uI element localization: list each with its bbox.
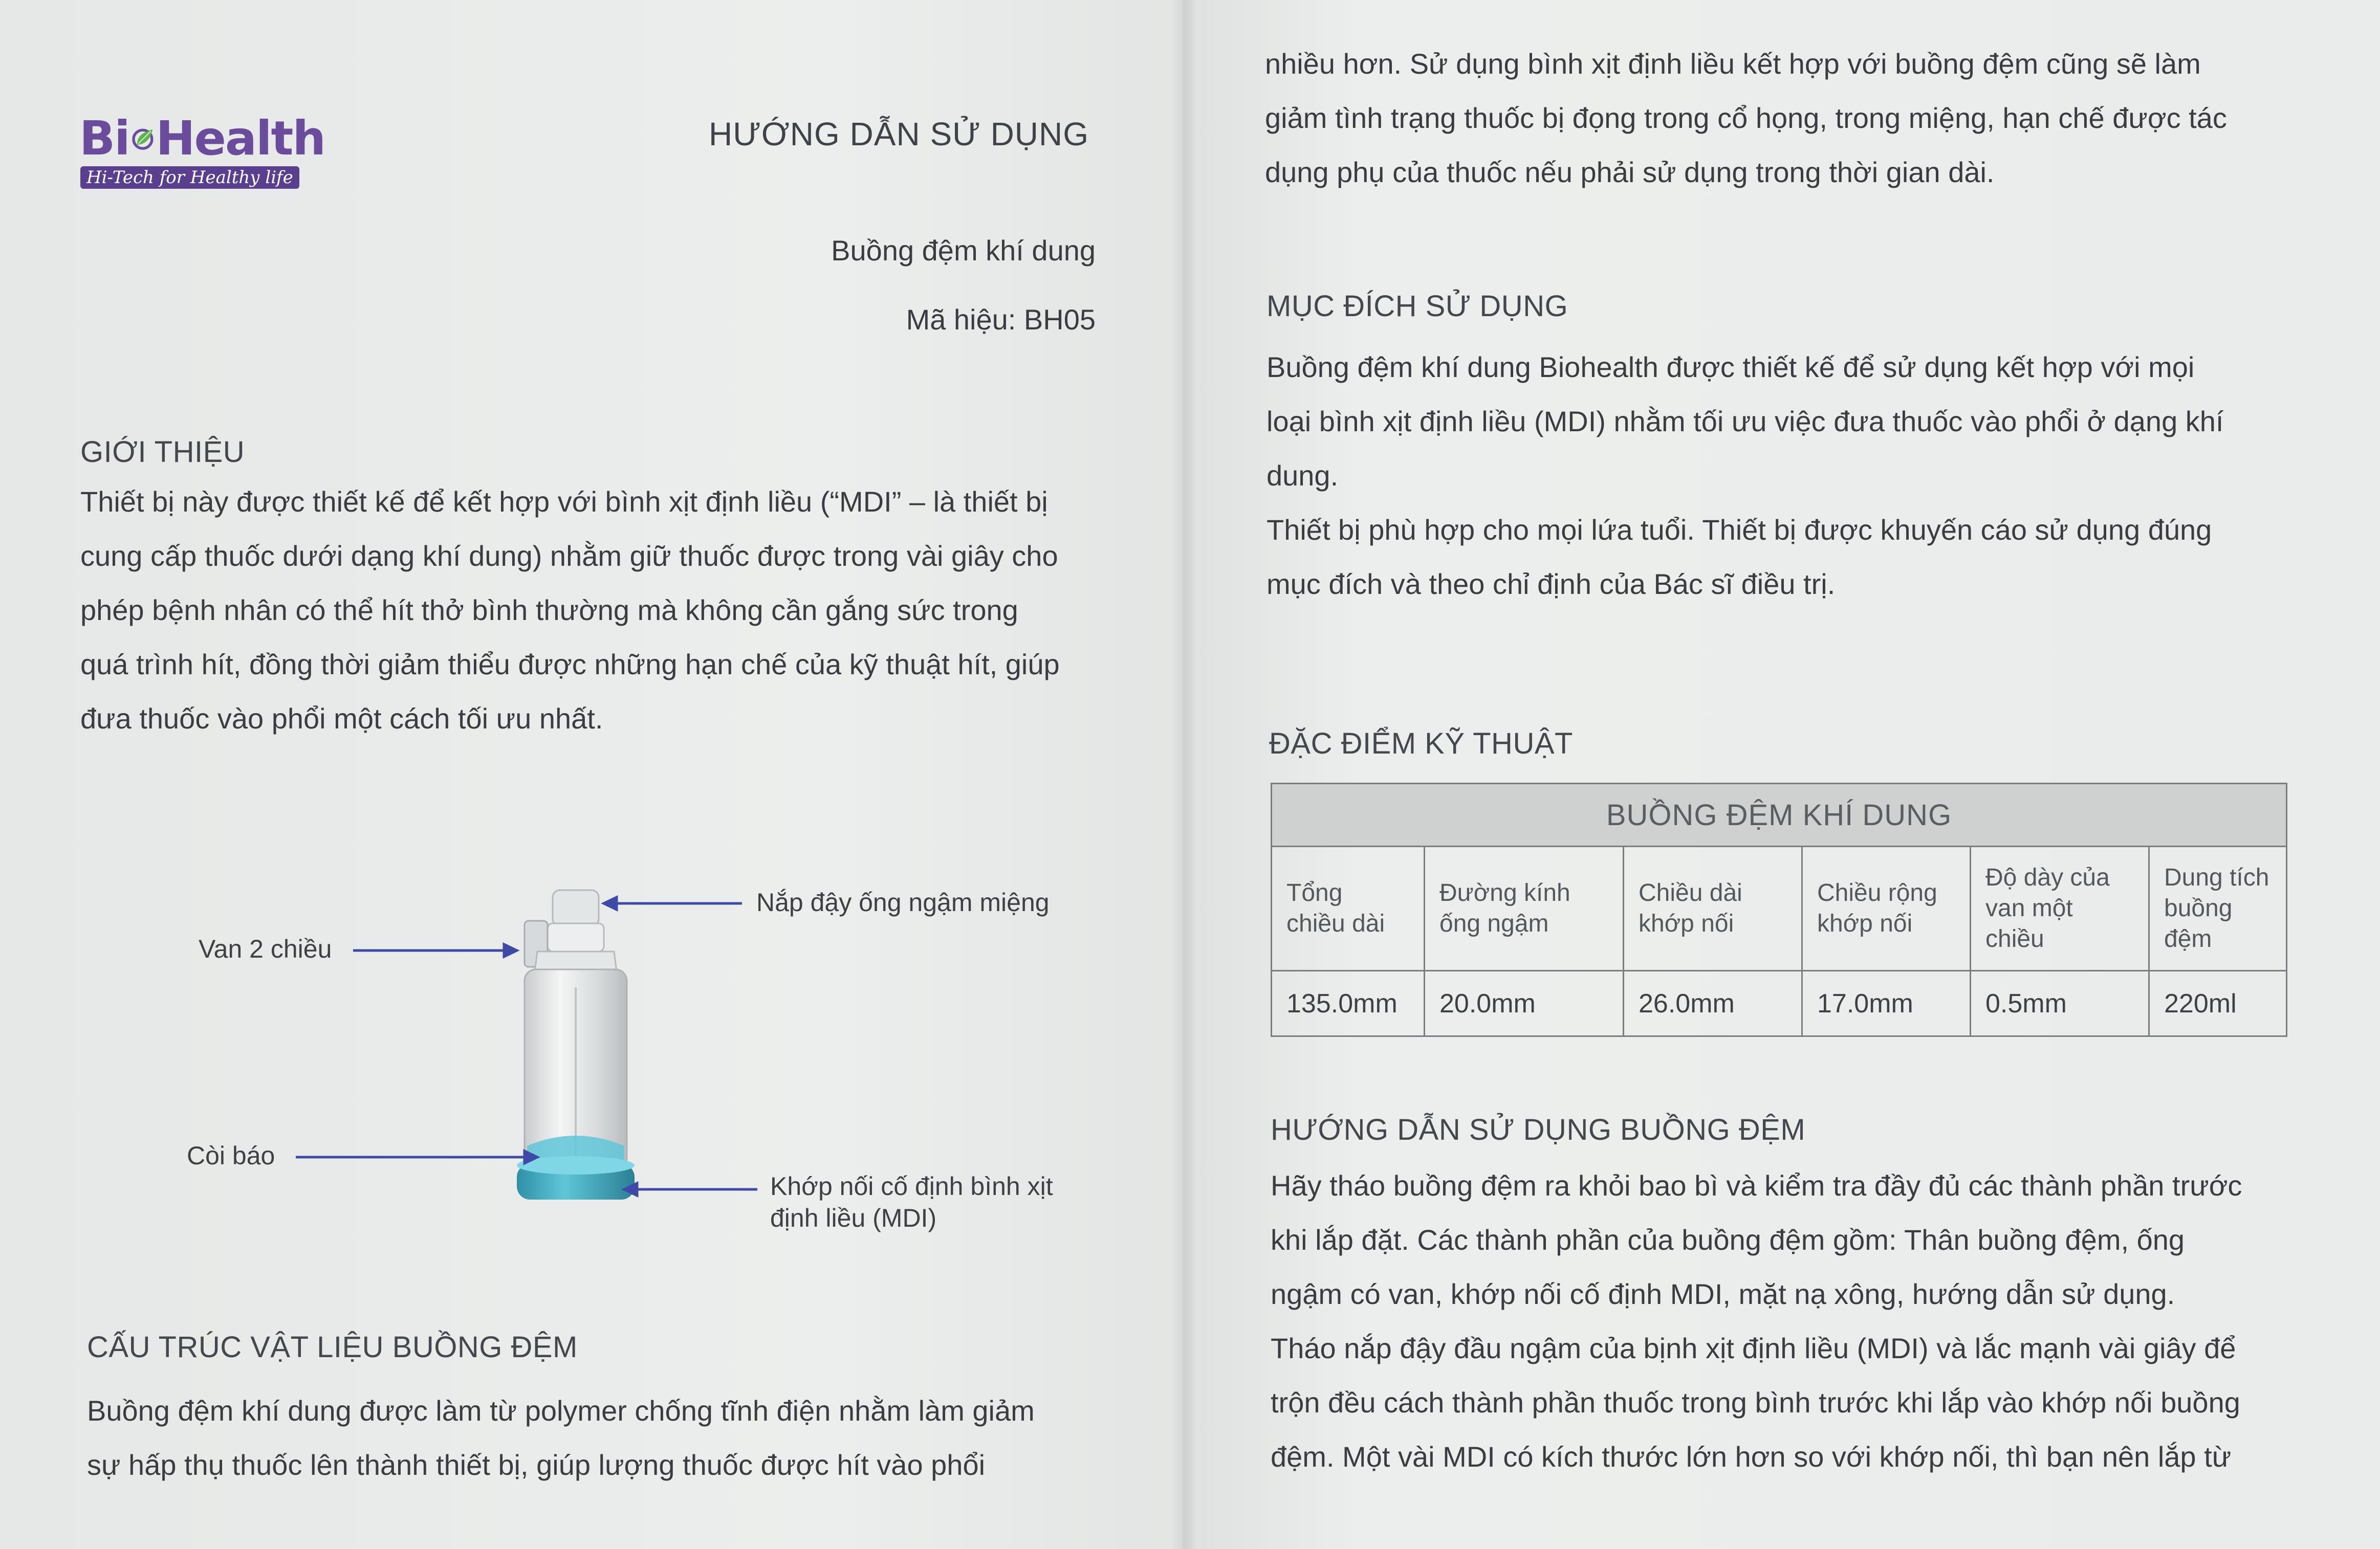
usage-line: trộn đều cách thành phần thuốc trong bình trước khi lắp vào khớp nối buồng	[1271, 1386, 2240, 1419]
intro-line: quá trình hít, đồng thời giảm thiểu được những hạn chế của kỹ thuật hít, giúp	[80, 648, 1060, 680]
spec-header-line2: khớp nối	[1639, 910, 1734, 937]
spec-header-line1: Dung tích	[2164, 864, 2269, 891]
spec-value-cell: 20.0mm	[1425, 971, 1624, 1036]
spec-header-line1: Chiều dài	[1639, 879, 1742, 906]
usage-line: Hãy tháo buồng đệm ra khỏi bao bì và kiểm tra đầy đủ các thành phần trước	[1271, 1169, 2242, 1202]
callout-arrows	[0, 0, 1182, 1279]
purpose-line: mục đích và theo chỉ định của Bác sĩ điều trị.	[1267, 568, 1836, 600]
intro-line: Thiết bị này được thiết kế để kết hợp với bình xịt định liều (“MDI” – là thiết bị	[80, 485, 1048, 518]
spec-header-line1: Tổng	[1286, 879, 1343, 906]
purpose-line: dung.	[1267, 459, 1339, 492]
product-name: Buồng đệm khí dung	[831, 234, 1096, 267]
spec-header-cell	[1971, 847, 2149, 971]
material-line: sự hấp thụ thuốc lên thành thiết bị, giúp lượng thuốc được hít vào phổi	[87, 1449, 986, 1481]
usage-body	[1271, 1159, 2242, 1484]
usage-heading: HƯỚNG DẪN SỬ DỤNG BUỒNG ĐỆM	[1271, 1113, 1806, 1146]
logo-text-part1: Bi	[79, 111, 129, 166]
usage-line: ngậm có van, khớp nối cố định MDI, mặt nạ xông, hướng dẫn sử dụng.	[1271, 1278, 2175, 1310]
spec-header-line2: chiều dài	[1286, 910, 1385, 937]
material-body	[87, 1384, 1035, 1492]
spec-header-cell	[1425, 847, 1624, 971]
material-heading: CẤU TRÚC VẬT LIỆU BUỒNG ĐỆM	[87, 1331, 578, 1364]
spec-header-cell	[2149, 847, 2287, 971]
intro-line: cung cấp thuốc dưới dạng khí dung) nhằm giữ thuốc được trong vài giây cho	[80, 540, 1058, 572]
spec-header-line1: Đường kính	[1439, 879, 1570, 906]
spec-value-cell: 220ml	[2149, 971, 2287, 1036]
spec-value-cell: 135.0mm	[1272, 971, 1425, 1036]
spec-value-cell: 26.0mm	[1624, 971, 1802, 1036]
logo-text-part2: Health	[156, 111, 325, 166]
purpose-body	[1267, 340, 2223, 611]
spec-header-line1: Độ dày của	[1985, 864, 2110, 891]
document-title: HƯỚNG DẪN SỬ DỤNG	[709, 116, 1089, 152]
spec-table-value-row	[1272, 971, 2287, 1036]
purpose-line: loại bình xịt định liều (MDI) nhằm tối ưu việc đưa thuốc vào phổi ở dạng khí	[1267, 405, 2224, 437]
spec-value-cell: 17.0mm	[1802, 971, 1971, 1036]
spec-table-title-row	[1272, 784, 2287, 847]
spec-header-line2: ống ngậm	[1439, 910, 1549, 937]
label-whistle: Còi báo	[187, 1141, 275, 1170]
continued-line: giảm tình trạng thuốc bị đọng trong cổ họng, trong miệng, hạn chế được tác	[1265, 102, 2227, 134]
usage-line: Tháo nắp đậy đầu ngậm của bịnh xịt định liều (MDI) và lắc mạnh vài giây để	[1271, 1332, 2236, 1364]
spec-header-line2: khớp nối	[1817, 910, 1913, 937]
spec-table-header-row	[1272, 847, 2287, 971]
continued-line: nhiều hơn. Sử dụng bình xịt định liều kết hợp với buồng đệm cũng sẽ làm	[1265, 48, 2201, 80]
continued-line: dụng phụ của thuốc nếu phải sử dụng trong thời gian dài.	[1265, 156, 1995, 188]
label-valve: Van 2 chiều	[199, 935, 332, 963]
logo-tagline: Hi-Tech for Healthy life	[80, 166, 299, 189]
specs-heading: ĐẶC ĐIỂM KỸ THUẬT	[1269, 727, 1573, 760]
spec-header-line2: buồng đệm	[2164, 895, 2233, 953]
usage-line: khi lắp đặt. Các thành phần của buồng đệm gồm: Thân buồng đệm, ống	[1271, 1224, 2185, 1256]
spec-value-cell: 0.5mm	[1971, 971, 2149, 1036]
spec-header-cell	[1624, 847, 1802, 971]
spec-table	[1271, 783, 2287, 1037]
label-connector	[770, 1170, 1053, 1234]
spec-table-title: BUỒNG ĐỆM KHÍ DUNG	[1272, 784, 2287, 847]
spec-header-cell	[1272, 847, 1425, 971]
purpose-line: Buồng đệm khí dung Biohealth được thiết kế để sử dụng kết hợp với mọi	[1267, 351, 2195, 383]
label-cap: Nắp đậy ống ngậm miệng	[756, 888, 1050, 917]
purpose-line: Thiết bị phù hợp cho mọi lứa tuổi. Thiết bị được khuyến cáo sử dụng đúng	[1267, 514, 2212, 546]
spec-header-line2: van một chiều	[1985, 895, 2073, 953]
usage-line: đệm. Một vài MDI có kích thước lớn hơn so với khớp nối, thì bạn nên lắp từ	[1271, 1441, 2232, 1473]
purpose-heading: MỤC ĐÍCH SỬ DỤNG	[1267, 290, 1568, 323]
spec-header-line1: Chiều rộng	[1817, 879, 1937, 906]
label-connector-line1: Khớp nối cố định bình xịt	[770, 1172, 1053, 1201]
intro-heading: GIỚI THIỆU	[80, 435, 245, 469]
material-line: Buồng đệm khí dung được làm từ polymer chống tĩnh điện nhằm làm giảm	[87, 1395, 1035, 1427]
intro-line: phép bệnh nhân có thể hít thở bình thường mà không cần gắng sức trong	[80, 594, 1018, 626]
spec-header-cell	[1802, 847, 1971, 971]
continued-body	[1265, 37, 2227, 200]
intro-line: đưa thuốc vào phổi một cách tối ưu nhất.	[80, 702, 603, 735]
model-code: Mã hiệu: BH05	[906, 303, 1096, 336]
label-connector-line2: định liều (MDI)	[770, 1204, 937, 1232]
